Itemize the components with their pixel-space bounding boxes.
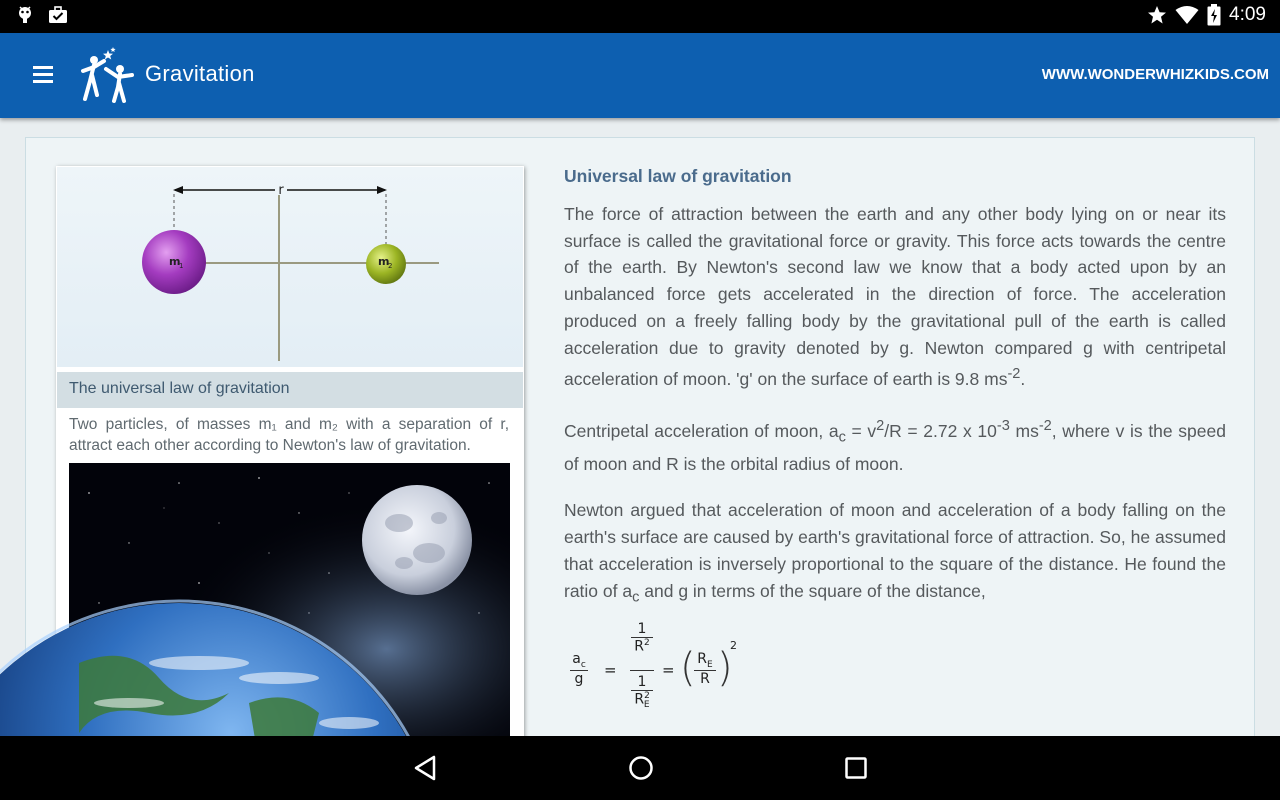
paragraph-3: Newton argued that acceleration of moon and acceleration of a body falling on the earth's surface are caused by earth's gravitational force of attraction. So, he assumed that acceleration is inversely proportional to the square of the distance. He found the ratio of $a_c$ and g in terms of the square of the distance,	[564, 500, 1226, 606]
back-icon[interactable]	[412, 754, 438, 787]
wifi-icon	[1175, 5, 1199, 25]
moon	[362, 485, 472, 595]
article-text	[564, 166, 1226, 725]
figure-panel	[56, 166, 524, 786]
distance-label: r	[278, 183, 284, 198]
android-debug-icon	[16, 5, 34, 25]
page-title: Gravitation	[145, 61, 255, 86]
website-link[interactable]: WWW.WONDERWHIZKIDS.COM	[1041, 66, 1269, 83]
wonderwhizkids-logo-icon	[80, 47, 140, 110]
figure-caption-title: The universal law of gravitation	[57, 372, 523, 408]
gravitation-diagram	[57, 167, 523, 367]
briefcase-check-icon	[48, 5, 68, 25]
content-scroll-area[interactable]	[0, 118, 1280, 736]
mass1-sub: 1	[179, 262, 184, 270]
mass1-label: m	[169, 255, 181, 268]
app-bar	[0, 33, 1280, 118]
ratio-formula: $\frac{a_c}{g}$ = $\frac{1}{R^2}$ $\frac{1}{R^2_E}$ = ( $\frac{R_E}{R}$ ) 2	[564, 625, 1226, 725]
clock-time: 4:09	[1229, 4, 1266, 25]
paragraph-2: Centripetal acceleration of moon, $a_c = v^2/R = 2.72$ x $10^{-3}$ $ms^{-2}$, where v is the speed of moon and R is the orbital radius of moon.	[564, 417, 1226, 474]
battery-icon	[1207, 4, 1221, 26]
navigation-bar	[0, 736, 1280, 800]
mass2-label: m	[378, 255, 390, 268]
figure-caption-text: Two particles, of masses m₁ and m₂ with a separation of r, attract each other according to Newton's law of gravitation.	[69, 416, 509, 454]
section-heading: Universal law of gravitation	[564, 166, 792, 186]
earth-moon-image	[69, 463, 510, 763]
status-bar	[0, 0, 1280, 33]
recents-icon[interactable]	[843, 754, 869, 787]
content-card	[25, 137, 1255, 777]
mass2-sub: 2	[388, 262, 393, 270]
paragraph-1: The force of attraction between the earth and any other body lying on or near its surface is called the gravitational force or gravity. This force acts towards the centre of the earth. By Newton's second law we know that a body acted upon by an unbalanced force gets accelerated in the direction of force. The acceleration produced on a freely falling body by the gravitational pull of the earth is called acceleration due to gravity denoted by g. Newton compared g with centripetal acceleration of moon. 'g' on the surface of earth is 9.8 $ms^{-2}$.	[564, 204, 1226, 390]
hamburger-menu-icon[interactable]	[33, 66, 53, 84]
star-icon	[1147, 5, 1167, 25]
home-icon[interactable]	[627, 754, 655, 787]
